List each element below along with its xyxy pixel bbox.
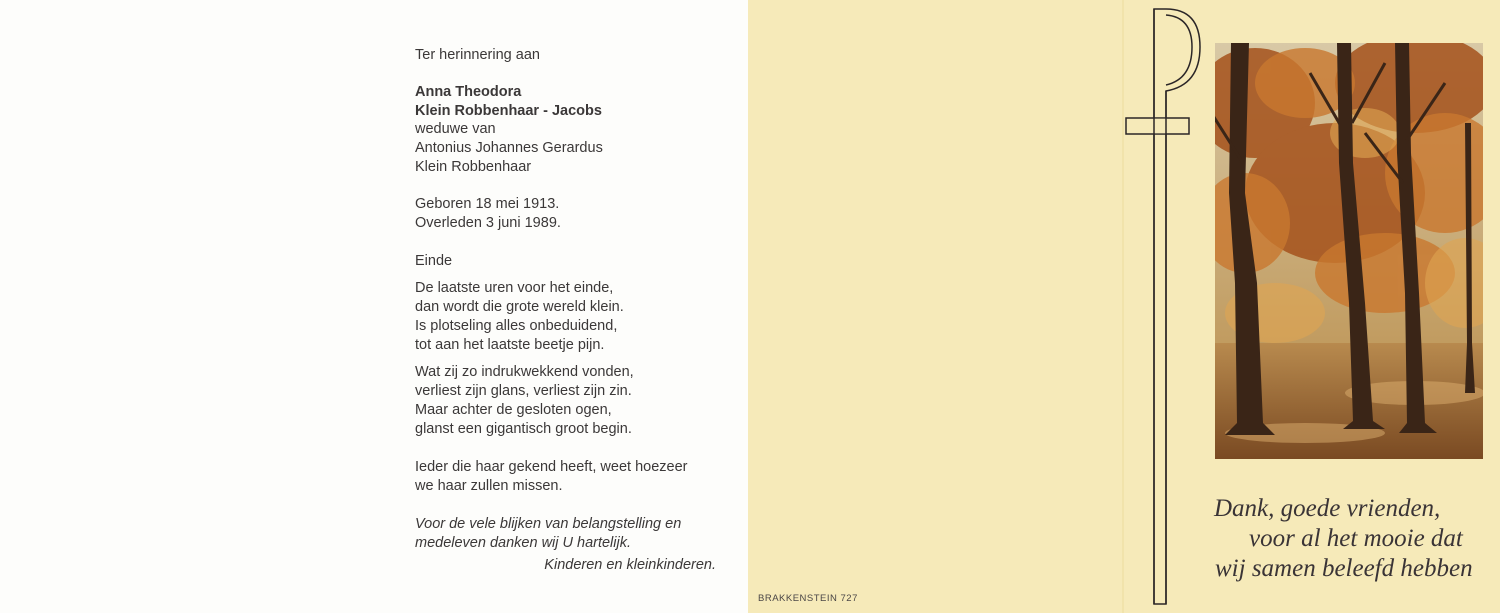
thanks-line: Dank, goede vrienden, — [1214, 495, 1441, 522]
cross-icon — [1120, 5, 1205, 607]
widow-of-text: weduwe van — [415, 121, 496, 137]
spouse-surname: Klein Robbenhaar — [415, 159, 532, 175]
publisher-mark: BRAKKENSTEIN 727 — [758, 593, 858, 604]
poem-line: De laatste uren voor het einde, — [415, 280, 614, 296]
poem-line: verliest zijn glans, verliest zijn zin. — [415, 383, 632, 399]
birth-date: Geboren 18 mei 1913. — [415, 196, 560, 212]
death-date: Overleden 3 juni 1989. — [415, 215, 561, 231]
autumn-forest-photo — [1215, 43, 1483, 459]
deceased-first-names: Anna Theodora — [415, 84, 522, 100]
poem-line: Maar achter de gesloten ogen, — [415, 402, 612, 418]
spouse-names: Antonius Johannes Gerardus — [415, 140, 603, 156]
intro-text: Ter herinnering aan — [415, 47, 540, 63]
signature: Kinderen en kleinkinderen. — [544, 557, 716, 573]
thanks-note-line: medeleven danken wij U hartelijk. — [415, 535, 631, 551]
thanks-line: wij samen beleefd hebben — [1215, 555, 1473, 582]
thanks-note-line: Voor de vele blijken van belangstelling en — [415, 516, 682, 532]
thanks-line: voor al het mooie dat — [1249, 525, 1463, 552]
deceased-surname: Klein Robbenhaar - Jacobs — [415, 103, 602, 119]
closing-line: we haar zullen missen. — [415, 478, 563, 494]
closing-line: Ieder die haar gekend heeft, weet hoezeer — [415, 459, 688, 475]
poem-line: glanst een gigantisch groot begin. — [415, 421, 632, 437]
poem-line: Wat zij zo indrukwekkend vonden, — [415, 364, 634, 380]
poem-title: Einde — [415, 253, 453, 269]
poem-line: Is plotseling alles onbeduidend, — [415, 318, 618, 334]
poem-line: dan wordt die grote wereld klein. — [415, 299, 624, 315]
poem-line: tot aan het laatste beetje pijn. — [415, 337, 605, 353]
